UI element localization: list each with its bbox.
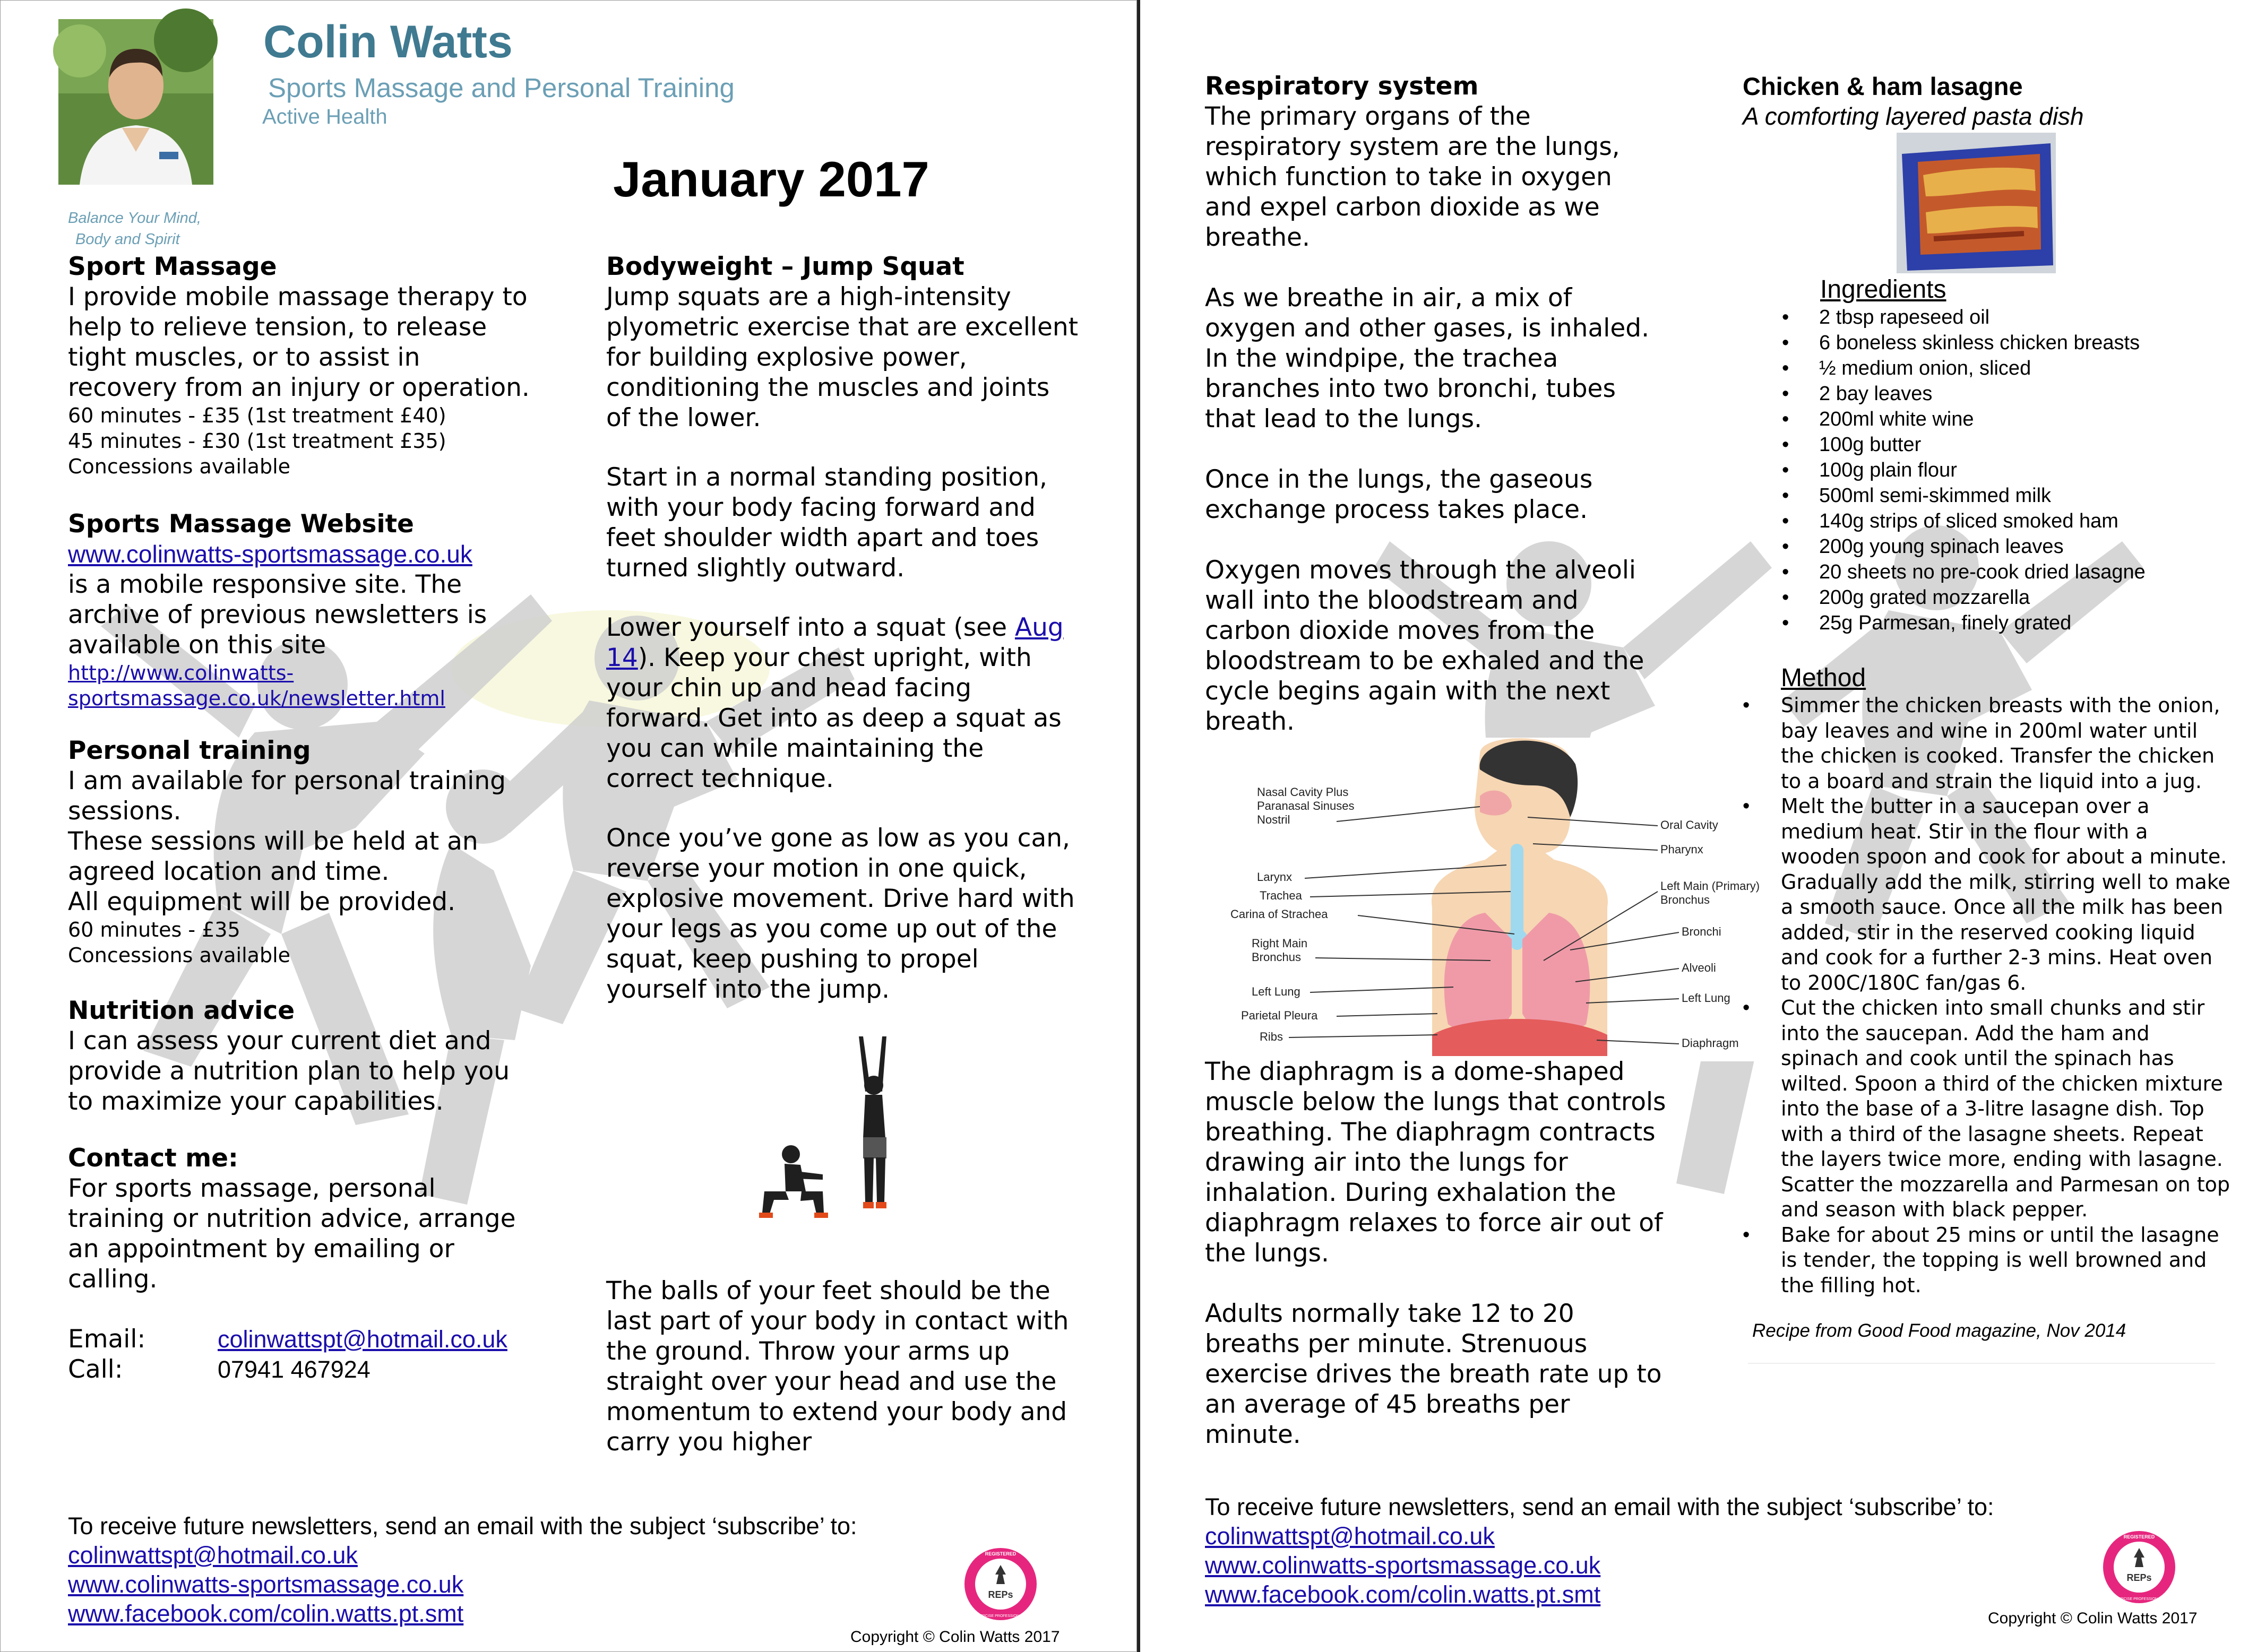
reps-logo [963, 1547, 1038, 1621]
reps-logo-text-right: REPs [2126, 1572, 2152, 1583]
sport-massage-text: I provide mobile massage therapy to help to relieve tension, to release tight muscles, or to assist in recovery from an injury or operation. [68, 282, 530, 402]
exercise-paragraph-3-end: ). Keep your chest upright, with your chin up and head facing forward. Get into as deep a squat as you can while maintaining the correct technique. [606, 643, 1062, 793]
author-subtitle: Sports Massage and Personal Training [268, 73, 735, 103]
exercise-paragraph-2: Start in a normal standing position, with your body facing forward and feet shoulder width apart and toes turned slightly outward. [606, 463, 1047, 583]
footer-email-link[interactable]: colinwattspt@hotmail.co.uk [68, 1542, 358, 1569]
label-oral-cavity: Oral Cavity [1660, 818, 1718, 832]
ingredient-item: • 2 bay leaves [1782, 381, 2238, 406]
label-diaphragm: Diaphragm [1682, 1036, 1739, 1050]
ingredients-list [1782, 305, 2238, 636]
ingredient-item: • 200g young spinach leaves [1782, 534, 2238, 559]
label-larynx: Larynx [1257, 870, 1293, 884]
ingredient-item: • 25g Parmesan, finely grated [1782, 610, 2238, 636]
price-45-minutes: 45 minutes - £30 (1st treatment £35) [68, 429, 446, 453]
method-step: • Cut the chicken into small chunks and stir into the saucepan. Add the ham and spinach and cook until the spinach has wilted. Spoon a third of the chicken mixture into the base of a 3-litre lasagne dish. Top with a third of the lasagne sheets. Repeat the layers twice more, ending with lasagne. Scatter the mozzarella and Parmesan on top and season with black pepper. [1743, 996, 2231, 1223]
contact-email-link[interactable]: colinwattspt@hotmail.co.uk [218, 1326, 507, 1353]
exercise-column [606, 252, 1084, 1005]
reps-logo-bottom: EXERCISE PROFESSIONALS [975, 1614, 1027, 1618]
ingredient-item: • 200ml white wine [1782, 406, 2238, 432]
label-left-lung-right: Left Lung [1682, 991, 1730, 1005]
issue-month: January 2017 [613, 151, 929, 207]
ingredient-item: • 140g strips of sliced smoked ham [1782, 508, 2238, 534]
recipe-divider [1748, 1363, 2215, 1364]
copyright-left: Copyright © Colin Watts 2017 [850, 1628, 1060, 1646]
respiratory-paragraph-6: Adults normally take 12 to 20 breaths per minute. Strenuous exercise drives the breath rate up to an average of 45 breaths per minute. [1205, 1299, 1662, 1449]
contact-email-row [68, 1324, 546, 1354]
label-carina: Carina of Strachea [1230, 907, 1328, 921]
footer-site-link-right[interactable]: www.colinwatts-sportsmassage.co.uk [1205, 1552, 1601, 1579]
ingredient-item: • 200g grated mozzarella [1782, 585, 2238, 610]
respiratory-column-lower [1205, 1057, 1683, 1450]
personal-training-text-1: I am available for personal training sessions. [68, 766, 506, 826]
ingredient-item: • 20 sheets no pre-cook dried lasagne [1782, 559, 2238, 585]
respiratory-column [1205, 71, 1683, 737]
footer-right [1205, 1492, 2107, 1609]
contact-phone-row [68, 1354, 546, 1385]
nutrition-heading: Nutrition advice [68, 996, 295, 1025]
label-left-lung-left: Left Lung [1252, 985, 1300, 998]
label-nasal-cavity-1: Nasal Cavity Plus [1257, 785, 1349, 799]
exercise-paragraph-4: Once you’ve gone as low as you can, reverse your motion in one quick, explosive movement. Drive hard with your legs as you come up out of the squat, keep pushing to propel yourself into the jump. [606, 824, 1075, 1004]
respiratory-paragraph-1: The primary organs of the respiratory system are the lungs, which function to take in oxygen and expel carbon dioxide as we breathe. [1205, 102, 1620, 252]
exercise-paragraph-1: Jump squats are a high-intensity plyometric exercise that are excellent for building explosive power, conditioning the muscles and joints of the lower. [606, 282, 1079, 433]
ingredient-item: • 6 boneless skinless chicken breasts [1782, 330, 2238, 356]
reps-logo-right [2102, 1530, 2176, 1604]
sport-massage-heading: Sport Massage [68, 252, 277, 281]
label-bronchi: Bronchi [1682, 925, 1721, 938]
training-price: 60 minutes - £35 [68, 918, 240, 941]
footer-facebook-link-right[interactable]: www.facebook.com/colin.watts.pt.smt [1205, 1581, 1601, 1608]
label-nostril: Nostril [1257, 813, 1290, 826]
recipe-column [1743, 71, 2220, 131]
newsletter-page-right [1140, 0, 2257, 1652]
exercise-heading: Bodyweight – Jump Squat [606, 252, 964, 281]
respiratory-diagram [1230, 738, 1814, 1061]
website-text: is a mobile responsive site. The archive of previous newsletters is available on this site [68, 570, 487, 660]
footer-facebook-link[interactable]: www.facebook.com/colin.watts.pt.smt [68, 1600, 464, 1627]
tagline [68, 207, 201, 250]
ingredients-heading: Ingredients [1820, 275, 1946, 304]
respiratory-paragraph-3: Once in the lungs, the gaseous exchange process takes place. [1205, 465, 1593, 524]
reps-logo-bottom-right: EXERCISE PROFESSIONALS [2113, 1597, 2165, 1601]
recipe-ingredients [1782, 275, 2238, 636]
label-ribs: Ribs [1260, 1030, 1283, 1043]
reps-logo-top: REGISTERED [985, 1551, 1016, 1556]
contact-phone: 07941 467924 [218, 1356, 371, 1383]
lasagne-photo [1897, 133, 2056, 273]
author-name: Colin Watts [263, 16, 513, 67]
label-pharynx: Pharynx [1660, 843, 1703, 856]
exercise-paragraph-3-start: Lower yourself into a squat (see [606, 613, 1015, 642]
recipe-subtitle: A comforting layered pasta dish [1743, 102, 2084, 130]
label-right-main-1: Right Main [1252, 937, 1308, 950]
personal-training-text-3: All equipment will be provided. [68, 887, 456, 916]
concessions-note: Concessions available [68, 455, 291, 478]
tagline-line-2: Body and Spirit [75, 231, 180, 248]
recipe-title: Chicken & ham lasagne [1743, 72, 2023, 100]
copyright-right: Copyright © Colin Watts 2017 [1988, 1610, 2198, 1627]
recipe-method [1743, 663, 2231, 1364]
exercise-paragraph-5: The balls of your feet should be the last part of your body in contact with the ground. Throw your arms up straight over your head and use the momentum to extend your body and carry you higher [606, 1276, 1069, 1457]
contact-text: For sports massage, personal training or nutrition advice, arrange an appointment by emailing or calling. [68, 1174, 516, 1294]
price-60-minutes: 60 minutes - £35 (1st treatment £40) [68, 404, 446, 427]
training-concessions: Concessions available [68, 944, 291, 967]
call-label: Call: [68, 1355, 123, 1384]
website-heading: Sports Massage Website [68, 509, 414, 539]
jump-squat-illustration [743, 1032, 934, 1250]
reps-logo-top-right: REGISTERED [2123, 1534, 2155, 1539]
newsletter-archive-link-line-1[interactable]: http://www.colinwatts- [68, 661, 294, 685]
label-left-main-2: Bronchus [1660, 893, 1710, 906]
personal-training-text-2: These sessions will be held at an agreed location and time. [68, 827, 478, 886]
subscribe-text: To receive future newsletters, send an email with the subject ‘subscribe’ to: [68, 1512, 857, 1539]
label-right-main-2: Bronchus [1252, 950, 1301, 964]
ingredient-item: • 500ml semi-skimmed milk [1782, 483, 2238, 508]
method-step: • Melt the butter in a saucepan over a medium heat. Stir in the flour with a wooden spoon and cook for about a minute. Gradually add the milk, stirring well to make a smooth sauce. Once all the milk has been added, stir in the reserved cooking liquid and cook for a further 2-3 mins. Heat oven to 200C/180C fan/gas 6. [1743, 794, 2231, 996]
footer-email-link-right[interactable]: colinwattspt@hotmail.co.uk [1205, 1523, 1495, 1550]
label-trachea: Trachea [1260, 889, 1302, 902]
respiratory-heading: Respiratory system [1205, 72, 1479, 101]
contact-heading: Contact me: [68, 1144, 238, 1173]
aug-14-link[interactable]: Aug 14 [606, 613, 1064, 672]
footer-left [68, 1511, 970, 1628]
profile-photo [58, 19, 213, 185]
label-alveoli: Alveoli [1682, 961, 1716, 974]
brand-name: Active Health [262, 105, 387, 128]
left-column [68, 252, 546, 1385]
respiratory-paragraph-5: The diaphragm is a dome-shaped muscle below the lungs that controls breathing. The diaphragm contracts drawing air into the lungs for inhalation. During exhalation the diaphragm relaxes to force air out of the lungs. [1205, 1057, 1666, 1268]
method-heading: Method [1781, 664, 1866, 692]
method-step: • Simmer the chicken breasts with the onion, bay leaves and wine in 200ml water until the chicken is cooked. Transfer the chicken to a board and strain the liquid into a jug. [1743, 693, 2231, 794]
label-left-main-1: Left Main (Primary) [1660, 879, 1760, 893]
footer-site-link[interactable]: www.colinwatts-sportsmassage.co.uk [68, 1571, 464, 1598]
respiratory-paragraph-2: As we breathe in air, a mix of oxygen and other gases, is inhaled. In the windpipe, the trachea branches into two bronchi, tubes that lead to the lungs. [1205, 283, 1650, 434]
ingredient-item: • 100g butter [1782, 432, 2238, 457]
newsletter-archive-link-line-2[interactable]: sportsmassage.co.uk/newsletter.html [68, 687, 445, 710]
reps-logo-text: REPs [988, 1589, 1013, 1600]
respiratory-paragraph-4: Oxygen moves through the alveoli wall into the bloodstream and carbon dioxide moves from the bloodstream to be exhaled and the cycle begins again with the next breath. [1205, 556, 1644, 736]
method-list [1743, 693, 2231, 1298]
personal-training-heading: Personal training [68, 736, 311, 765]
ingredient-item: • ½ medium onion, sliced [1782, 356, 2238, 381]
tagline-line-1: Balance Your Mind, [68, 210, 201, 227]
ingredient-item: • 2 tbsp rapeseed oil [1782, 305, 2238, 330]
website-link[interactable]: www.colinwatts-sportsmassage.co.uk [68, 540, 472, 568]
method-step: • Bake for about 25 mins or until the lasagne is tender, the topping is well browned and the filling hot. [1743, 1223, 2231, 1299]
ingredient-item: • 100g plain flour [1782, 457, 2238, 483]
nutrition-text: I can assess your current diet and provide a nutrition plan to help you to maximize your capabilities. [68, 1026, 510, 1116]
subscribe-text-right: To receive future newsletters, send an email with the subject ‘subscribe’ to: [1205, 1493, 1994, 1520]
recipe-source: Recipe from Good Food magazine, Nov 2014 [1752, 1320, 2126, 1341]
label-parietal-pleura: Parietal Pleura [1241, 1009, 1318, 1022]
email-label: Email: [68, 1325, 146, 1354]
label-nasal-cavity-2: Paranasal Sinuses [1257, 799, 1355, 812]
exercise-paragraph-3 [606, 612, 1079, 794]
